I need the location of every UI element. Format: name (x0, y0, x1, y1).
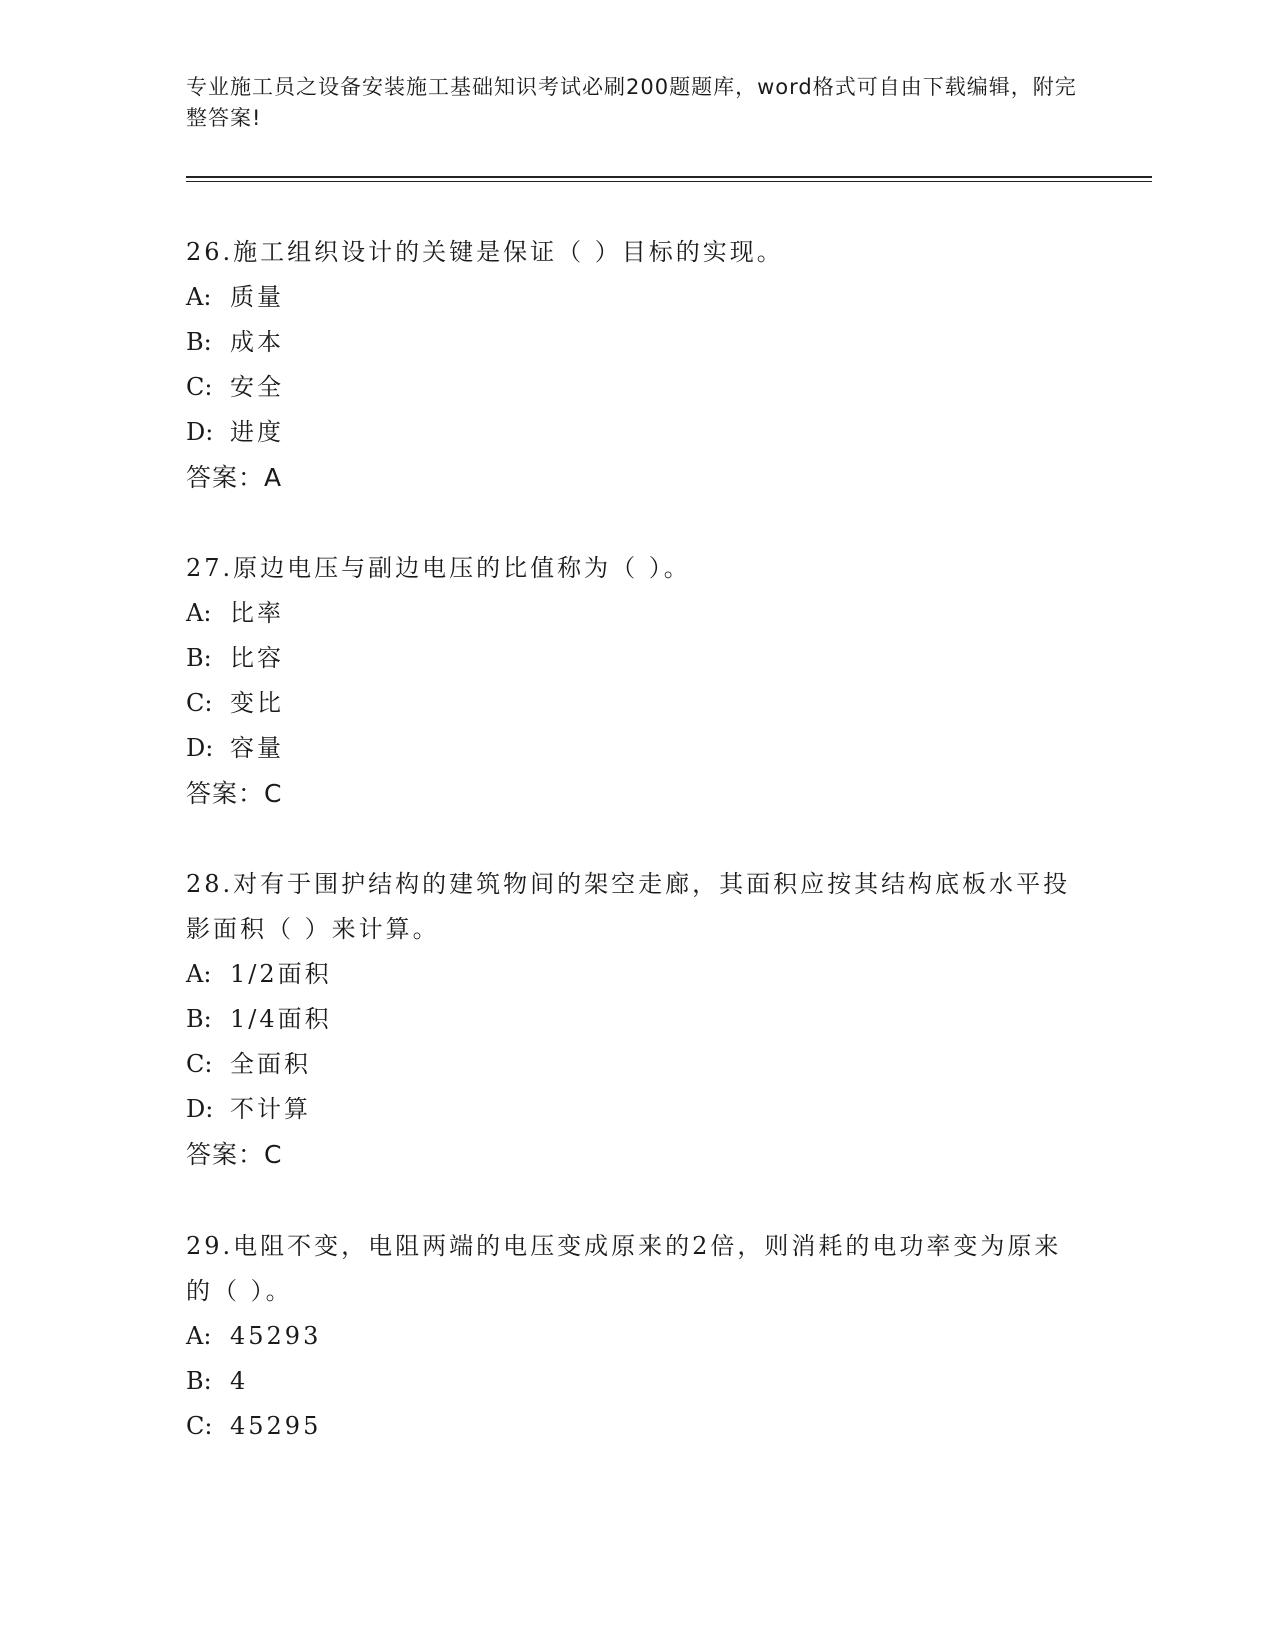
option-c (186, 365, 1086, 410)
option-letter: C: (186, 373, 213, 401)
option-letter: C: (186, 1412, 213, 1440)
option-a (186, 952, 1086, 997)
option-d (186, 410, 1086, 455)
question-stem: 29.电阻不变，电阻两端的电压变成原来的2倍，则消耗的电功率变为原来的（ ）。 (186, 1232, 1062, 1305)
header-divider-thin (186, 181, 1152, 182)
option-text: 全面积 (230, 1050, 311, 1078)
question-stem: 26.施工组织设计的关键是保证（ ）目标的实现。 (186, 238, 784, 266)
option-letter: B: (186, 644, 212, 672)
option-letter: D: (186, 734, 214, 762)
option-d (186, 726, 1086, 771)
option-text: 变比 (230, 689, 284, 717)
option-text: 不计算 (230, 1095, 311, 1123)
option-text: 45293 (230, 1322, 322, 1350)
question-27 (186, 546, 1086, 816)
option-c (186, 1404, 1086, 1449)
option-text: 安全 (230, 373, 284, 401)
option-b (186, 636, 1086, 681)
option-text: 比率 (230, 599, 284, 627)
option-letter: B: (186, 1367, 212, 1395)
option-text: 4 (230, 1367, 249, 1395)
option-a (186, 591, 1086, 636)
option-a (186, 1314, 1086, 1359)
option-text: 比容 (230, 644, 284, 672)
option-c (186, 681, 1086, 726)
question-28 (186, 862, 1086, 1177)
option-text: 1/2面积 (230, 960, 332, 988)
option-letter: A: (186, 1322, 212, 1350)
question-29 (186, 1224, 1086, 1449)
option-letter: B: (186, 1005, 212, 1033)
option-text: 成本 (230, 328, 284, 356)
option-letter: C: (186, 1050, 213, 1078)
option-d (186, 1087, 1086, 1132)
option-a (186, 275, 1086, 320)
option-b (186, 320, 1086, 365)
option-letter: D: (186, 418, 214, 446)
question-stem: 28.对有于围护结构的建筑物间的架空走廊，其面积应按其结构底板水平投影面积（ ）来计算。 (186, 870, 1071, 943)
option-letter: A: (186, 599, 212, 627)
option-letter: A: (186, 960, 212, 988)
option-b (186, 1359, 1086, 1404)
question-26 (186, 230, 1086, 500)
option-b (186, 997, 1086, 1042)
option-text: 容量 (230, 734, 284, 762)
page-header: 专业施工员之设备安装施工基础知识考试必刷200题题库，word格式可自由下载编辑，附完整答案! (186, 75, 1077, 130)
question-stem: 27.原边电压与副边电压的比值称为（ ）。 (186, 554, 691, 582)
header-divider-thick (186, 176, 1152, 178)
option-text: 质量 (230, 283, 284, 311)
option-letter: D: (186, 1095, 214, 1123)
option-text: 进度 (230, 418, 284, 446)
answer: 答案：C (186, 1140, 283, 1169)
option-letter: A: (186, 283, 212, 311)
option-letter: C: (186, 689, 213, 717)
answer: 答案：C (186, 779, 283, 808)
option-text: 45295 (230, 1412, 322, 1440)
option-letter: B: (186, 328, 212, 356)
option-text: 1/4面积 (230, 1005, 332, 1033)
option-c (186, 1042, 1086, 1087)
answer: 答案：A (186, 463, 283, 492)
